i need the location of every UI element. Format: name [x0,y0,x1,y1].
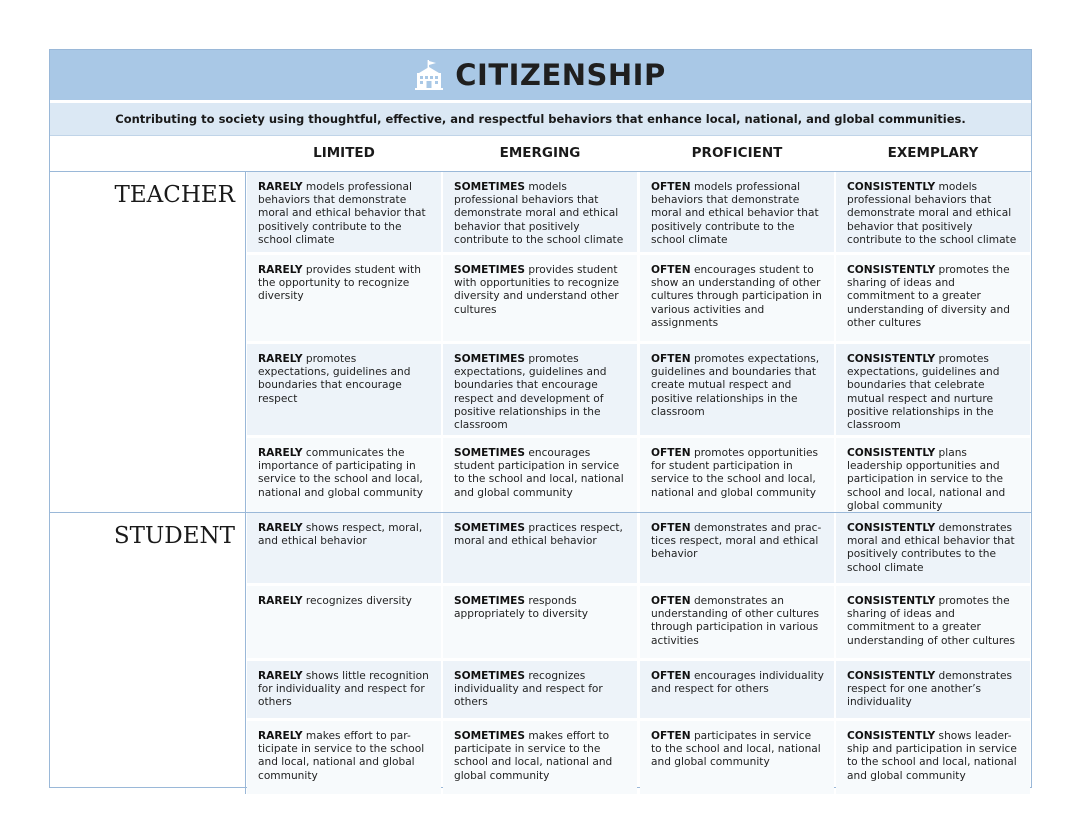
frequency-keyword: SOMETIMES [454,522,525,534]
frequency-keyword: RARELY [258,264,303,276]
criterion-text: shows respect, moral, and ethical behavior [258,522,423,548]
frequency-keyword: CONSISTENTLY [847,670,936,682]
rubric-cell-student-proficient [640,513,834,583]
criterion-text: demonstrates respect for one another’s individuality [847,670,1013,709]
rubric-frame [49,49,1032,788]
rubric-cell-teacher-emerging [443,172,637,252]
column-header-emerging: EMERGING [499,145,581,161]
label-column-rule [245,513,246,794]
description-bar [50,102,1031,136]
criterion-text: participates in service to the school and local, national and global community [651,730,821,769]
frequency-keyword: CONSISTENTLY [847,522,936,534]
rubric-cell-student-proficient [640,721,834,794]
criterion-text: demonstrates an understanding of other cultures through participation in various activities [651,595,820,647]
rubric-cell-teacher-proficient [640,172,834,252]
criterion-text: promotes the sharing of ideas and commitment to a greater understanding of other cultures [847,595,1016,647]
criterion-text: plans leadership opportunities and participation in service to the school and local, national and global community [847,447,1006,512]
frequency-keyword: OFTEN [651,181,691,193]
frequency-keyword: SOMETIMES [454,264,525,276]
criterion-text: communicates the importance of participating in service to the school and local, national and global community [258,447,424,499]
frequency-keyword: SOMETIMES [454,353,525,365]
column-header-proficient: PROFICIENT [691,145,783,161]
rubric-cell-student-emerging [443,721,637,794]
criterion-text: models professional behaviors that demonstrate moral and ethical behavior that positively contribute to the school climate [258,181,426,246]
column-header-limited: LIMITED [313,145,375,161]
rubric-cell-teacher-emerging [443,438,637,512]
frequency-keyword: OFTEN [651,730,691,742]
frequency-keyword: OFTEN [651,670,691,682]
criterion-text: models professional behaviors that demonstrate moral and ethical behavior that positively contribute to the school climate [651,181,819,246]
rubric-cell-student-exemplary [836,661,1030,718]
rubric-cell-teacher-limited [247,255,441,341]
frequency-keyword: RARELY [258,730,303,742]
frequency-keyword: RARELY [258,447,303,459]
rubric-cell-student-exemplary [836,586,1030,658]
frequency-keyword: OFTEN [651,447,691,459]
rubric-cell-student-limited [247,661,441,718]
frequency-keyword: SOMETIMES [454,730,525,742]
frequency-keyword: RARELY [258,181,303,193]
page-title: CITIZENSHIP [455,58,666,92]
criterion-text: recognizes diversity [302,595,412,607]
rubric-cell-student-exemplary [836,721,1030,794]
frequency-keyword: OFTEN [651,522,691,534]
rubric-cell-student-limited [247,721,441,794]
rubric-cell-student-limited [247,513,441,583]
rubric-cell-teacher-limited [247,172,441,252]
rubric-cell-teacher-limited [247,344,441,435]
frequency-keyword: CONSISTENTLY [847,264,936,276]
criterion-text: provides student with the opportunity to recognize diversity [258,264,421,303]
rubric-cell-teacher-exemplary [836,172,1030,252]
section-label-teacher: TEACHER [114,182,235,208]
criterion-text: recognizes individuality and respect for others [454,670,603,709]
frequency-keyword: SOMETIMES [454,181,525,193]
rubric-cell-teacher-exemplary [836,344,1030,435]
rubric-cell-teacher-proficient [640,438,834,512]
frequency-keyword: CONSISTENTLY [847,595,936,607]
rubric-cell-student-emerging [443,661,637,718]
criterion-text: makes effort to participate in service to the school and local, national and global community [454,730,613,782]
frequency-keyword: RARELY [258,353,303,365]
rubric-cell-teacher-exemplary [836,438,1030,512]
frequency-keyword: OFTEN [651,353,691,365]
criterion-text: responds appropriately to diversity [454,595,589,621]
title-bar [50,50,1031,100]
label-column-rule [245,172,246,514]
frequency-keyword: CONSISTENTLY [847,181,936,193]
rubric-cell-student-emerging [443,586,637,658]
criterion-text: encourages student participation in service to the school and local, national and global community [454,447,624,499]
frequency-keyword: CONSISTENTLY [847,730,936,742]
criterion-text: demonstrates and prac-tices respect, moral and ethical behavior [651,522,822,561]
frequency-keyword: OFTEN [651,264,691,276]
rubric-cell-teacher-emerging [443,255,637,341]
criterion-text: promotes expectations, guidelines and boundaries that create mutual respect and positive relationships in the classroom [651,353,820,418]
criterion-text: models professional behaviors that demonstrate moral and ethical behavior that positively contribute to the school climate [454,181,624,246]
frequency-keyword: SOMETIMES [454,670,525,682]
column-header-exemplary: EXEMPLARY [887,145,979,161]
criterion-text: promotes expectations, guidelines and boundaries that celebrate mutual respect and nurture positive relationships in the classroom [847,353,1000,432]
criterion-text: demonstrates moral and ethical behavior that positively contributes to the school climate [847,522,1015,574]
section-label-student: STUDENT [113,523,235,549]
frequency-keyword: OFTEN [651,595,691,607]
frequency-keyword: RARELY [258,522,303,534]
frequency-keyword: RARELY [258,670,303,682]
school-building-icon [415,60,443,90]
description-text: Contributing to society using thoughtful, effective, and respectful behaviors that enhance local, national, and global communities. [115,112,966,126]
rubric-cell-student-limited [247,586,441,658]
frequency-keyword: SOMETIMES [454,447,525,459]
criterion-text: promotes the sharing of ideas and commitment to a greater understanding of diversity and other cultures [847,264,1010,329]
criterion-text: encourages individuality and respect for others [651,670,824,696]
frequency-keyword: SOMETIMES [454,595,525,607]
criterion-text: provides student with opportunities to recognize diversity and understand other cultures [454,264,620,316]
criterion-text: shows leader-ship and participation in service to the school and local, national and global community [847,730,1017,782]
frequency-keyword: RARELY [258,595,303,607]
criterion-text: makes effort to par-ticipate in service to the school and local, national and global community [258,730,425,782]
rubric-cell-teacher-proficient [640,255,834,341]
criterion-text: promotes expectations, guidelines and boundaries that encourage respect [258,353,411,405]
criterion-text: practices respect, moral and ethical behavior [454,522,623,548]
rubric-cell-teacher-exemplary [836,255,1030,341]
rubric-cell-teacher-limited [247,438,441,512]
criterion-text: models professional behaviors that demonstrate moral and ethical behavior that positively contribute to the school climate [847,181,1017,246]
criterion-text: encourages student to show an understanding of other cultures through participation in various activities and assignments [651,264,822,329]
criterion-text: promotes expectations, guidelines and boundaries that encourage respect and development of positive relationships in the classroom [454,353,607,432]
rubric-cell-student-proficient [640,661,834,718]
rubric-cell-student-emerging [443,513,637,583]
rubric-cell-teacher-proficient [640,344,834,435]
frequency-keyword: CONSISTENTLY [847,353,936,365]
criterion-text: shows little recognition for individuality and respect for others [258,670,429,709]
criterion-text: promotes opportunities for student participation in service to the school and local, national and global community [651,447,819,499]
rubric-cell-student-exemplary [836,513,1030,583]
rubric-cell-teacher-emerging [443,344,637,435]
column-header-row [50,135,1031,172]
frequency-keyword: CONSISTENTLY [847,447,936,459]
rubric-cell-student-proficient [640,586,834,658]
